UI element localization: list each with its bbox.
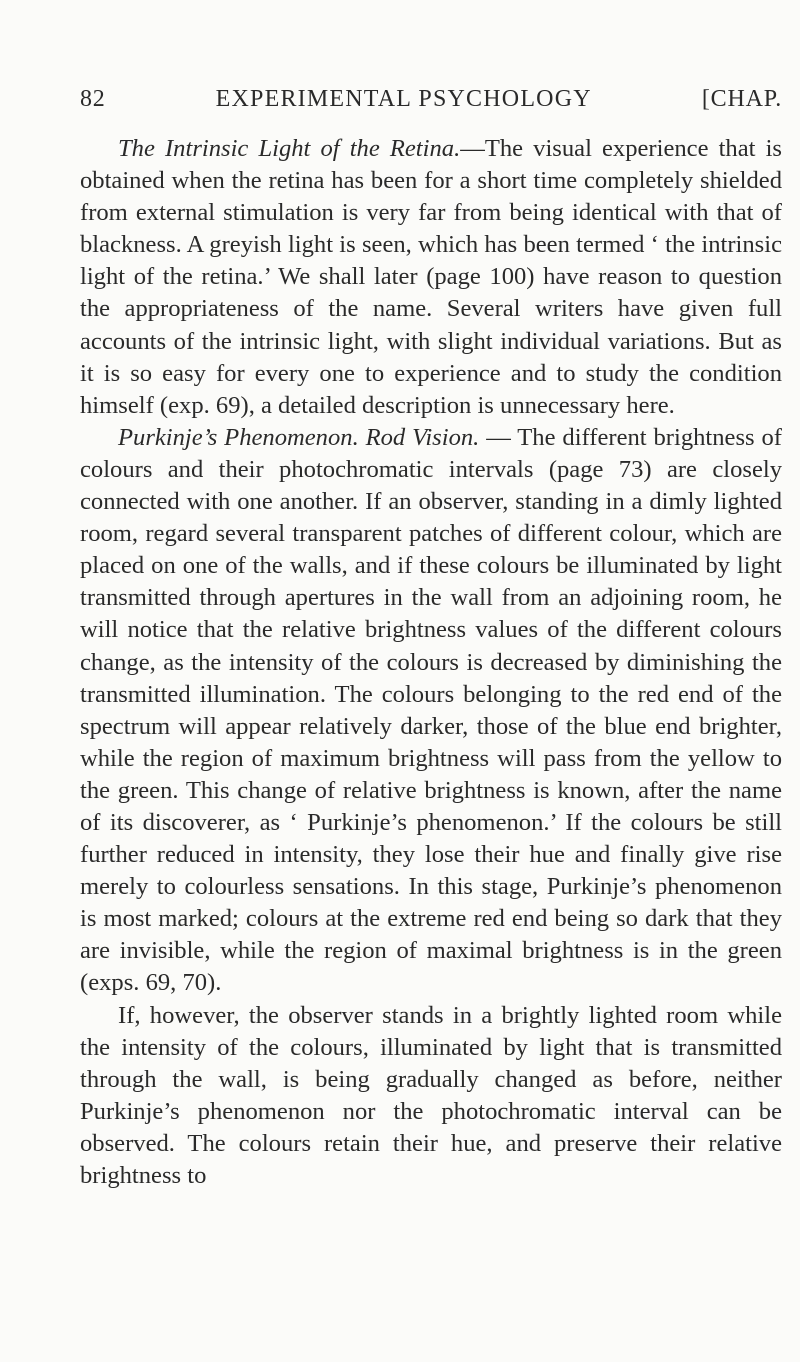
page-number: 82	[80, 86, 106, 112]
running-title: EXPERIMENTAL PSYCHOLOGY	[215, 86, 592, 112]
paragraph-intrinsic-light	[80, 133, 782, 422]
paragraph-bright-room	[80, 1000, 782, 1193]
book-page	[80, 86, 782, 1192]
section-heading-purkinje: Purkinje’s Phenomenon. Rod Vision.	[118, 423, 480, 451]
section-heading-intrinsic-light: The Intrinsic Light of the Retina.	[118, 135, 461, 162]
paragraph-text: — The different brightness of colours and their photochromatic intervals (page 73) are closely connected with one another. If an observer, standing in a dimly lighted room, regard several transparent patches of different colour, which are placed on one of the walls, and if these colours be illuminated by light transmitted through apertures in the wall from an adjoining room, he will notice that the relative brightness values of the different colours change, as the intensity of the colours is decreased by diminishing the transmitted illumination. The colours belonging to the red end of the spectrum will appear relatively darker, those of the blue end brighter, while the region of maximum brightness will pass from the yellow to the green. This change of relative brightness is known, after the name of its discoverer, as ‘ Purkinje’s phenomenon.’ If the colours be still further reduced in intensity, they lose their hue and finally give rise merely to colourless sensations. In this stage, Purkinje’s phenomenon is most marked; colours at the extreme red end being so dark that they are invisible, while the region of maximal brightness is in the green (exps. 69, 70).	[80, 423, 782, 997]
chapter-label: [CHAP.	[701, 86, 782, 112]
running-head	[80, 86, 782, 130]
paragraph-purkinje	[80, 422, 782, 1000]
paragraph-text: If, however, the observer stands in a brightly lighted room while the intensity of the colours, illuminated by light that is transmitted through the wall, is being gradually changed as before, neither Purkinje’s phenomenon nor the photochromatic interval can be observed. The colours retain their hue, and preserve their relative brightness to	[80, 1001, 782, 1189]
paragraph-text: —The visual experience that is obtained when the retina has been for a short time completely shielded from external stimulation is very far from being identical with that of blackness. A greyish light is seen, which has been termed ‘ the intrinsic light of the retina.’ We shall later (page 100) have reason to question the appropriateness of the name. Several writers have given full accounts of the intrinsic light, with slight individual variations. But as it is so easy for every one to experience and to study the condition himself (exp. 69), a detailed description is unnecessary here.	[80, 135, 782, 419]
